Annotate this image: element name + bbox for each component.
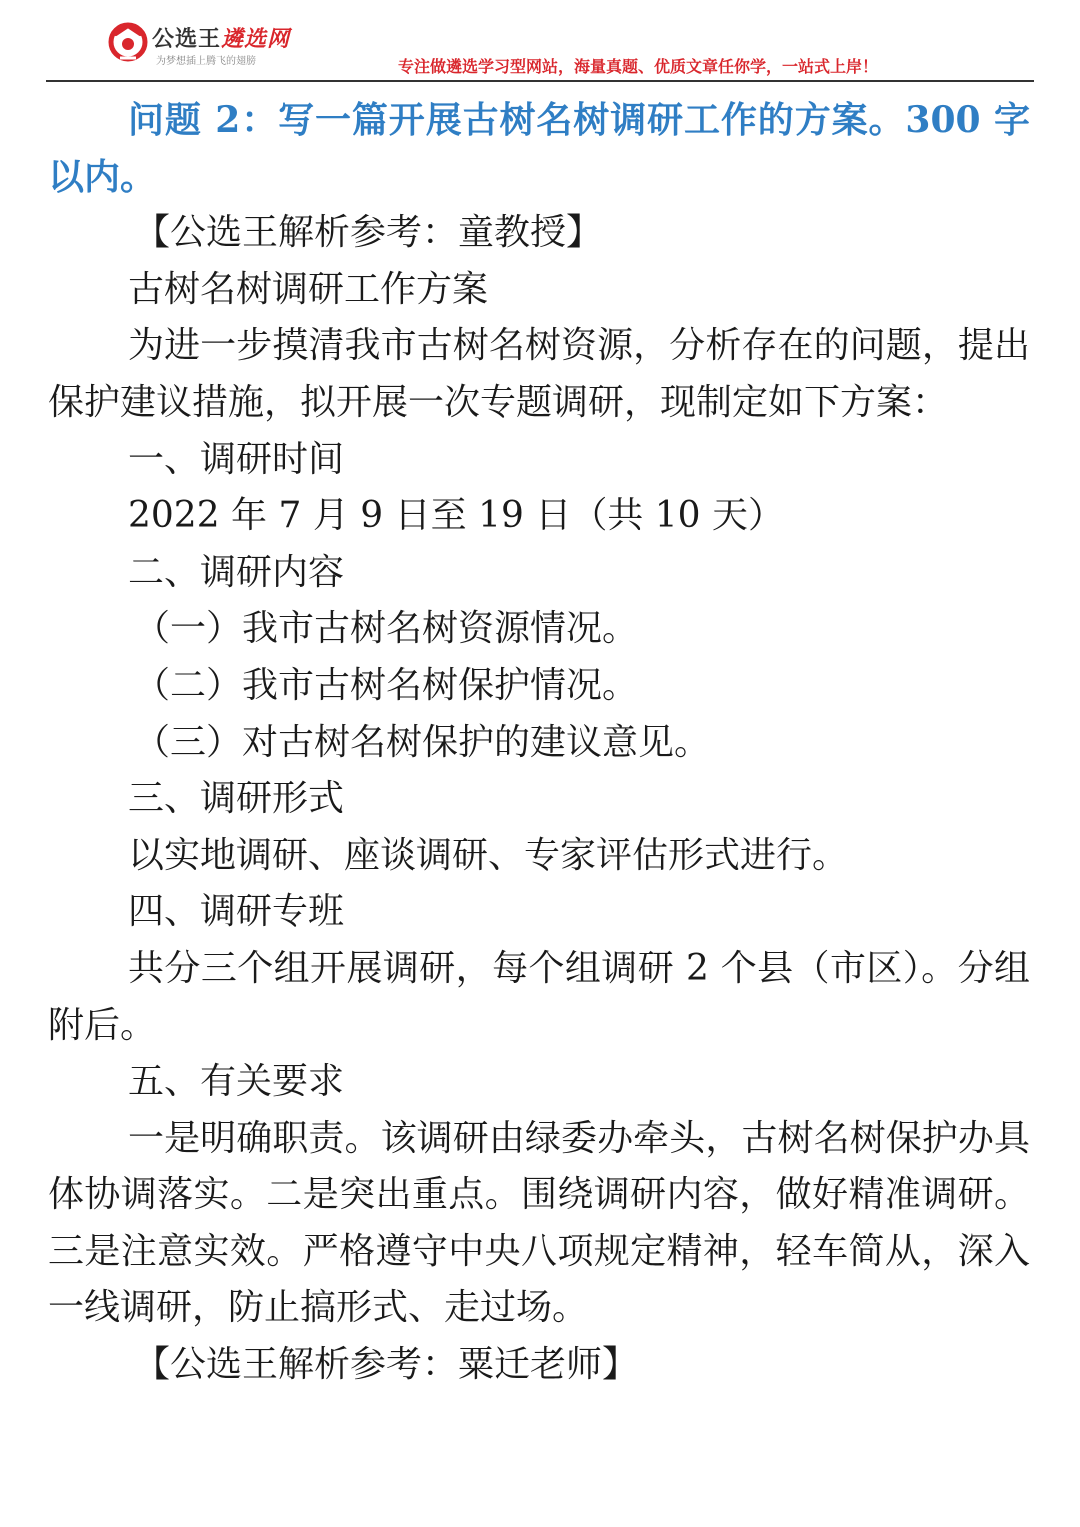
document-title: 古树名树调研工作方案 bbox=[128, 268, 489, 310]
page-header bbox=[0, 0, 1080, 84]
brand-main: 公选王 bbox=[152, 27, 222, 52]
section-2-item-1: （一）我市古树名树资源情况。 bbox=[134, 608, 639, 650]
analysis-source-1: 【公选王解析参考：童教授】 bbox=[134, 212, 603, 254]
section-3-body: 以实地调研、座谈调研、专家评估形式进行。 bbox=[128, 834, 849, 876]
header-tagline: 专注做遴选学习型网站，海量真题、优质文章任你学，一站式上岸！ bbox=[398, 57, 879, 76]
section-5-body: 一是明确职责。该调研由绿委办牵头，古树名树保护办具体协调落实。二是突出重点。围绕调研内容，做好精准调研。三是注意实效。严格遵守中央八项规定精神，轻车简从，深入一线调研，防止搞形式、走过场。 bbox=[48, 1117, 1030, 1329]
section-4-body: 共分三个组开展调研，每个组调研 2 个县（市区）。分组附后。 bbox=[48, 947, 1030, 1046]
section-2-heading: 二、调研内容 bbox=[128, 551, 345, 593]
section-1-body: 2022 年 7 月 9 日至 19 日（共 10 天） bbox=[128, 495, 785, 537]
section-2-item-3: （三）对古树名树保护的建议意见。 bbox=[134, 721, 711, 763]
question-heading: 问题 2：写一篇开展古树名树调研工作的方案。300 字以内。 bbox=[48, 99, 1030, 198]
section-2-item-2: （二）我市古树名树保护情况。 bbox=[134, 664, 639, 706]
intro-paragraph: 为进一步摸清我市古树名树资源，分析存在的问题，提出保护建议措施，拟开展一次专题调研，现制定如下方案： bbox=[48, 325, 1030, 423]
analysis-source-2: 【公选王解析参考：粟迁老师】 bbox=[134, 1344, 639, 1386]
header-divider bbox=[46, 80, 1034, 82]
brand-accent: 遴选网 bbox=[221, 27, 291, 52]
brand-name bbox=[152, 22, 290, 53]
section-1-heading: 一、调研时间 bbox=[128, 438, 345, 480]
section-3-heading: 三、调研形式 bbox=[128, 778, 345, 820]
section-4-heading: 四、调研专班 bbox=[128, 891, 345, 933]
document-body bbox=[48, 92, 1030, 1394]
brand-slogan: 为梦想插上腾飞的翅膀 bbox=[156, 56, 256, 67]
logo-icon bbox=[108, 20, 148, 64]
section-5-heading: 五、有关要求 bbox=[128, 1061, 345, 1103]
